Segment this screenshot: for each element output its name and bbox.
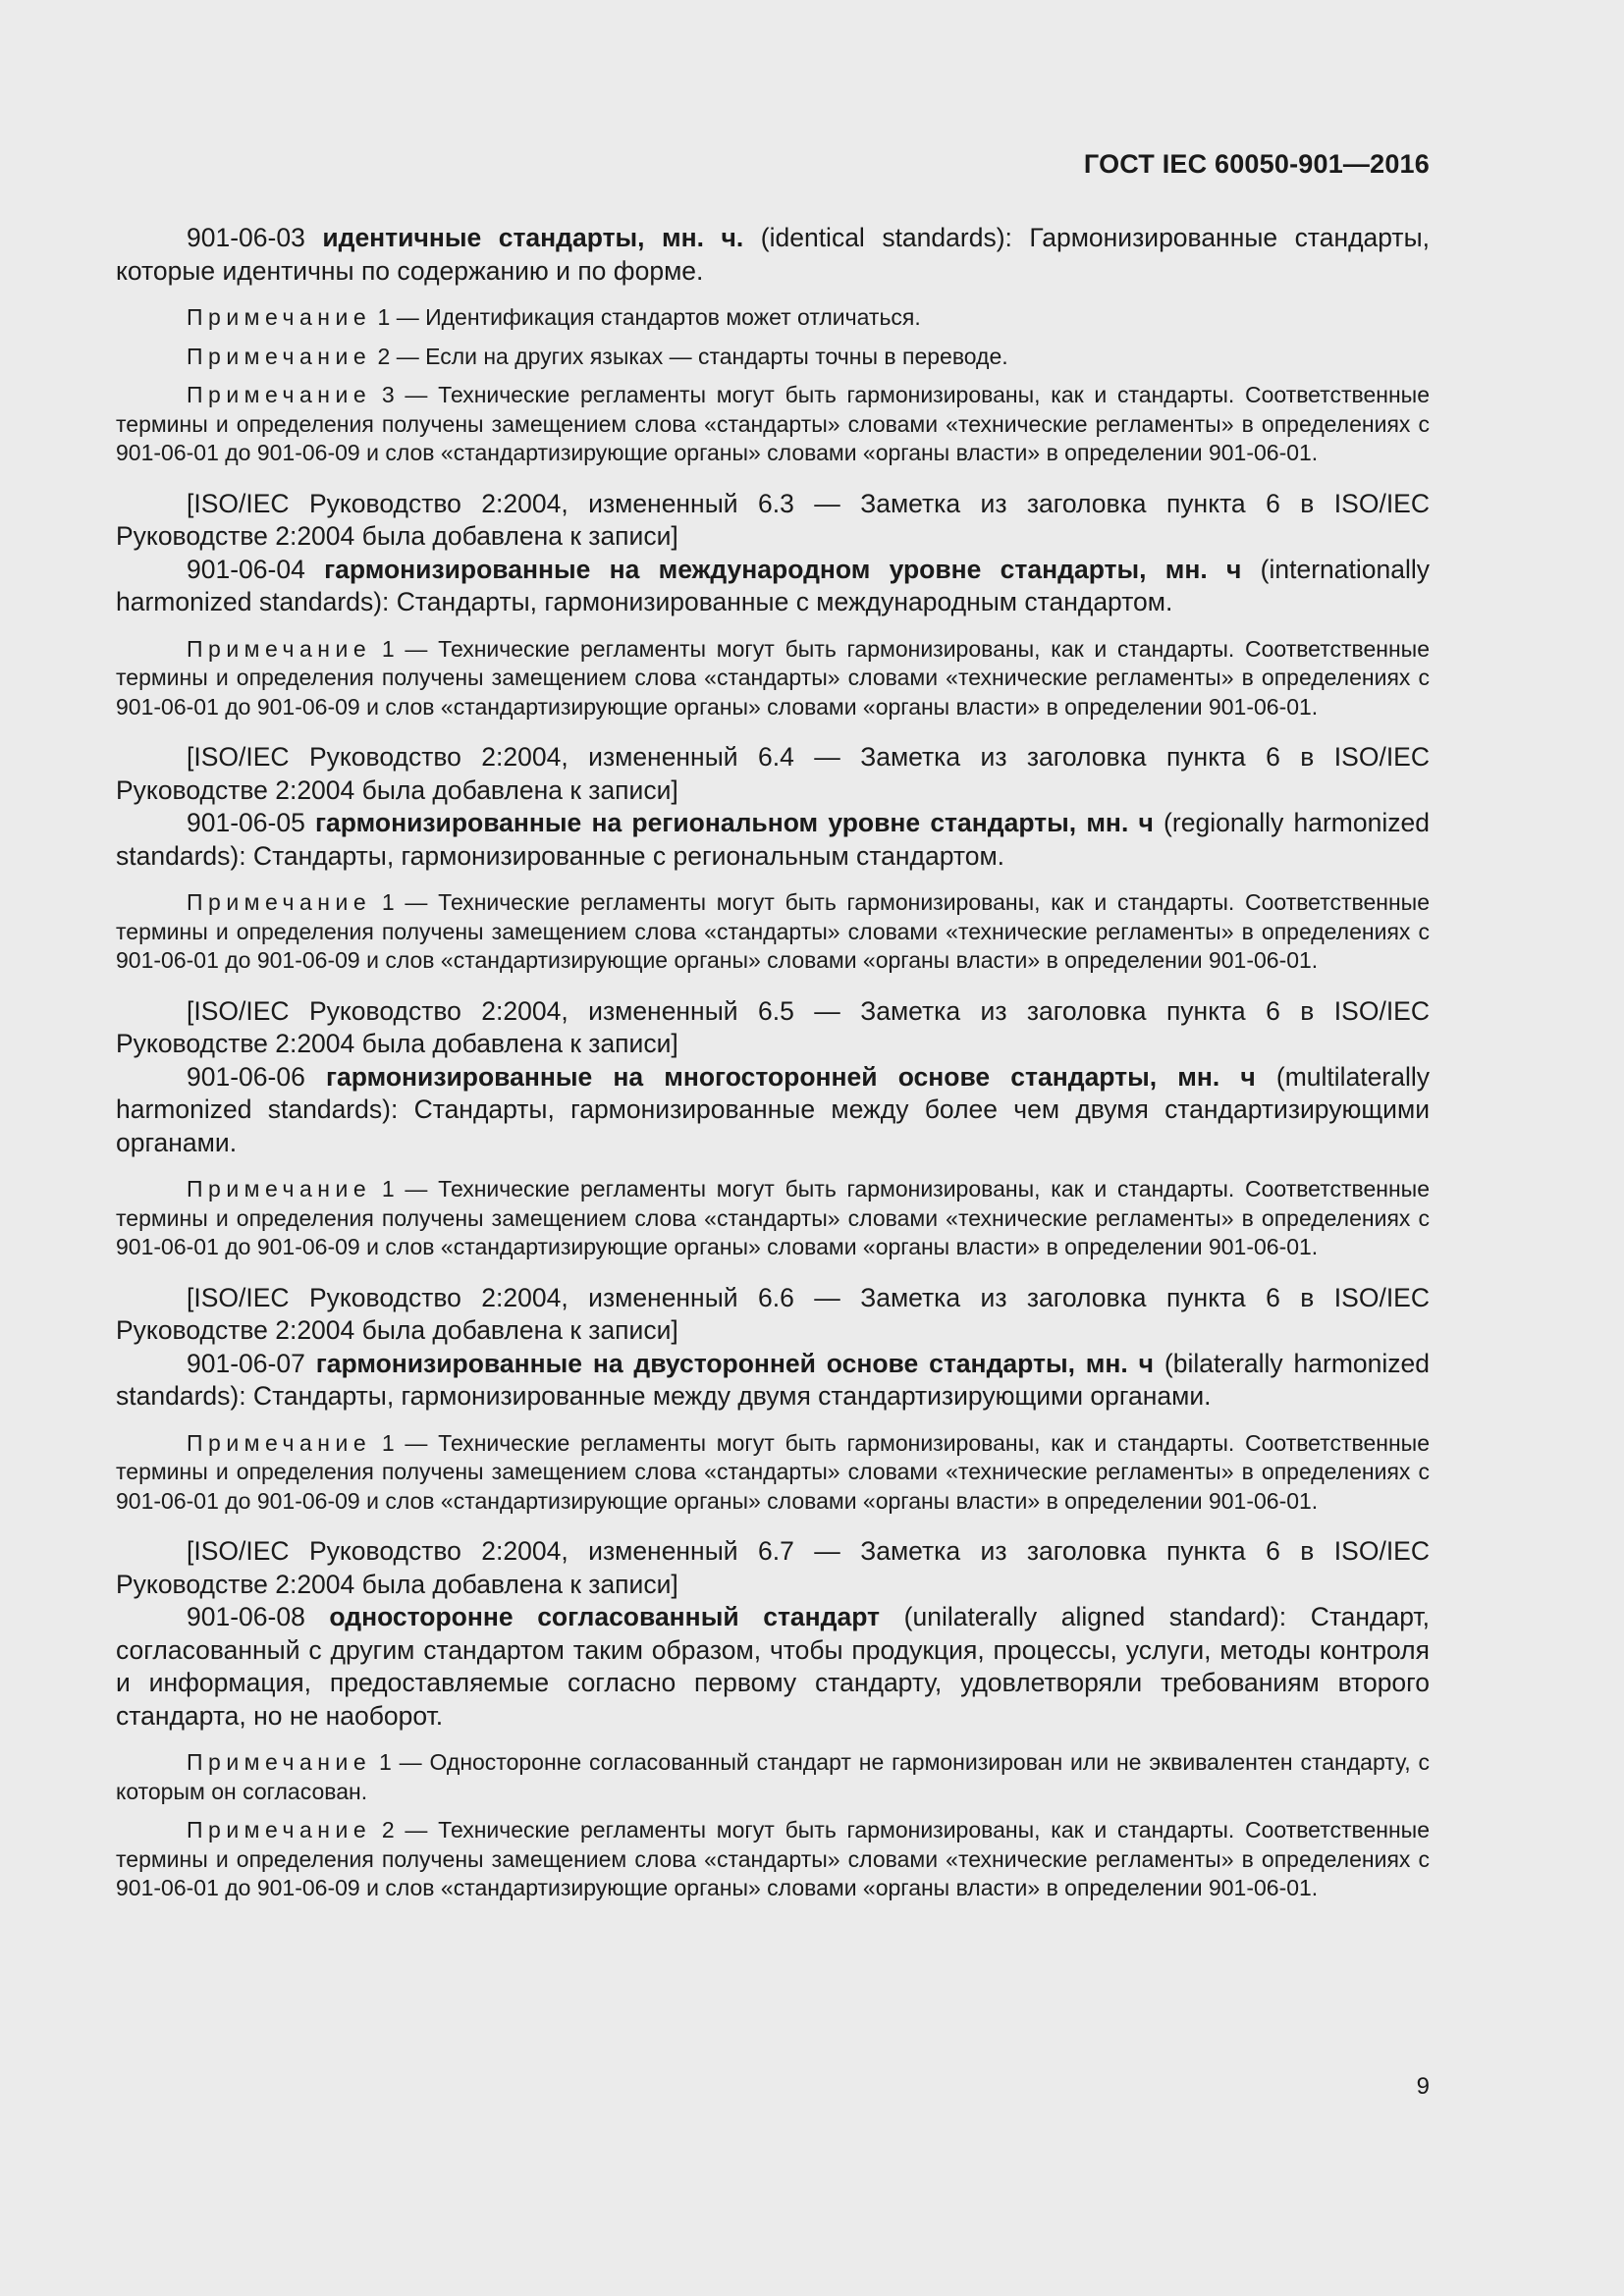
term-entry bbox=[116, 1601, 1430, 1733]
note-label: Примечание bbox=[187, 1749, 372, 1775]
term-number: 901-06-07 bbox=[187, 1348, 305, 1378]
note bbox=[116, 1429, 1430, 1517]
term-definition: (multilaterally harmonized standards): Стандарты, гармонизированные между более чем двумя стандартизирующими органами. bbox=[116, 1061, 1430, 1157]
note-label: Примечание bbox=[187, 1176, 372, 1201]
source-reference: [ISO/IEC Руководство 2:2004, измененный 6.3 — Заметка из заголовка пункта 6 в ISO/IEC Руководстве 2:2004 была добавлена к записи] bbox=[116, 488, 1430, 551]
term-entry bbox=[116, 1061, 1430, 1160]
note bbox=[116, 635, 1430, 722]
note-label: Примечание bbox=[187, 635, 372, 662]
note-number: 1 bbox=[381, 1176, 395, 1201]
term-name: гармонизированные на многосторонней основе стандарты, мн. ч bbox=[325, 1061, 1256, 1092]
note-text: — Идентификация стандартов может отличаться. bbox=[390, 304, 921, 330]
note-number: 1 bbox=[379, 1749, 392, 1775]
note bbox=[116, 1816, 1430, 1903]
note-number: 1 bbox=[381, 635, 395, 662]
note-text: — Технические регламенты могут быть гармонизированы, как и стандарты. Соответственные термины и определения получены замещением слова «стандарты» словами «технические регламенты» в определениях с 901-06-01 до 901-06-09 и слов «стандартизирующие органы» словами «органы власти» в определении 901-06-01. bbox=[116, 382, 1430, 465]
term-name: односторонне согласованный стандарт bbox=[329, 1602, 881, 1631]
term-number: 901-06-04 bbox=[187, 554, 305, 584]
term-name: гармонизированные на региональном уровне стандарты, мн. ч bbox=[315, 808, 1154, 837]
source-reference: [ISO/IEC Руководство 2:2004, измененный 6.6 — Заметка из заголовка пункта 6 в ISO/IEC Руководстве 2:2004 была добавлена к записи] bbox=[116, 1282, 1430, 1345]
note-text: — Технические регламенты могут быть гармонизированы, как и стандарты. Соответственные термины и определения получены замещением слова «стандарты» словами «технические регламенты» в определениях с 901-06-01 до 901-06-09 и слов «стандартизирующие органы» словами «органы власти» в определении 901-06-01. bbox=[116, 1429, 1430, 1514]
note-label: Примечание bbox=[187, 343, 372, 369]
note bbox=[116, 303, 1430, 333]
term-entry bbox=[116, 222, 1430, 288]
note-number: 1 bbox=[381, 889, 395, 915]
note-number: 1 bbox=[377, 304, 391, 330]
note-text: — Технические регламенты могут быть гармонизированы, как и стандарты. Соответственные термины и определения получены замещением слова «стандарты» словами «технические регламенты» в определениях с 901-06-01 до 901-06-09 и слов «стандартизирующие органы» словами «органы власти» в определении 901-06-01. bbox=[116, 1817, 1430, 1900]
note bbox=[116, 343, 1430, 372]
note-label: Примечание bbox=[187, 1817, 372, 1842]
note-text: — Технические регламенты могут быть гармонизированы, как и стандарты. Соответственные термины и определения получены замещением слова «стандарты» словами «технические регламенты» в определениях с 901-06-01 до 901-06-09 и слов «стандартизирующие органы» словами «органы власти» в определении 901-06-01. bbox=[116, 1176, 1430, 1259]
term-number: 901-06-03 bbox=[187, 223, 305, 252]
source-reference: [ISO/IEC Руководство 2:2004, измененный 6.5 — Заметка из заголовка пункта 6 в ISO/IEC Руководстве 2:2004 была добавлена к записи] bbox=[116, 995, 1430, 1058]
term-entry bbox=[116, 554, 1430, 619]
note-number: 2 bbox=[381, 1817, 395, 1842]
term-name: идентичные стандарты, мн. ч. bbox=[322, 223, 744, 252]
term-name: гармонизированные на международном уровне стандарты, мн. ч bbox=[324, 554, 1242, 584]
document-body bbox=[116, 222, 1430, 1903]
note-text: — Односторонне согласованный стандарт не гармонизирован или не эквивалентен стандарту, с которым он согласован. bbox=[116, 1749, 1430, 1804]
note-number: 2 bbox=[377, 343, 391, 369]
note bbox=[116, 1175, 1430, 1262]
note-label: Примечание bbox=[187, 382, 372, 407]
term-entry bbox=[116, 807, 1430, 873]
note bbox=[116, 888, 1430, 976]
note-text: — Технические регламенты могут быть гармонизированы, как и стандарты. Соответственные термины и определения получены замещением слова «стандарты» словами «технические регламенты» в определениях с 901-06-01 до 901-06-09 и слов «стандартизирующие органы» словами «органы власти» в определении 901-06-01. bbox=[116, 889, 1430, 973]
note-text: — Если на других языках — стандарты точны в переводе. bbox=[390, 343, 1008, 369]
term-number: 901-06-06 bbox=[187, 1061, 305, 1092]
note-label: Примечание bbox=[187, 889, 372, 915]
term-definition: (bilaterally harmonized standards): Стандарты, гармонизированные между двумя стандартизирующими органами. bbox=[116, 1348, 1430, 1411]
term-definition: (regionally harmonized standards): Стандарты, гармонизированные с региональным стандартом. bbox=[116, 808, 1430, 871]
term-definition: (internationally harmonized standards): Стандарты, гармонизированные с международным стандартом. bbox=[116, 554, 1430, 616]
term-definition: (identical standards): Гармонизированные стандарты, которые идентичны по содержанию и по форме. bbox=[116, 223, 1430, 286]
note-number: 3 bbox=[381, 382, 395, 407]
note-number: 1 bbox=[381, 1429, 395, 1456]
page-number: 9 bbox=[1416, 2073, 1430, 2100]
note bbox=[116, 1748, 1430, 1806]
note-label: Примечание bbox=[187, 304, 372, 330]
source-reference: [ISO/IEC Руководство 2:2004, измененный 6.7 — Заметка из заголовка пункта 6 в ISO/IEC Руководстве 2:2004 была добавлена к записи] bbox=[116, 1536, 1430, 1599]
term-entry bbox=[116, 1348, 1430, 1414]
document-header: ГОСТ IEC 60050-901—2016 bbox=[1083, 149, 1430, 179]
term-name: гармонизированные на двусторонней основе стандарты, мн. ч bbox=[315, 1348, 1155, 1378]
term-definition: (unilaterally aligned standard): Стандарт, согласованный с другим стандартом таким образом, чтобы продукция, процессы, услуги, методы контроля и информация, предоставляемые согласно первому стандарту, удовлетворяли требованиям второго стандарта, но не наоборот. bbox=[116, 1602, 1430, 1731]
note-label: Примечание bbox=[187, 1429, 372, 1456]
term-number: 901-06-05 bbox=[187, 808, 305, 837]
note bbox=[116, 381, 1430, 468]
term-number: 901-06-08 bbox=[187, 1602, 305, 1631]
note-text: — Технические регламенты могут быть гармонизированы, как и стандарты. Соответственные термины и определения получены замещением слова «стандарты» словами «технические регламенты» в определениях с 901-06-01 до 901-06-09 и слов «стандартизирующие органы» словами «органы власти» в определении 901-06-01. bbox=[116, 635, 1430, 720]
source-reference: [ISO/IEC Руководство 2:2004, измененный 6.4 — Заметка из заголовка пункта 6 в ISO/IEC Руководстве 2:2004 была добавлена к записи] bbox=[116, 742, 1430, 805]
